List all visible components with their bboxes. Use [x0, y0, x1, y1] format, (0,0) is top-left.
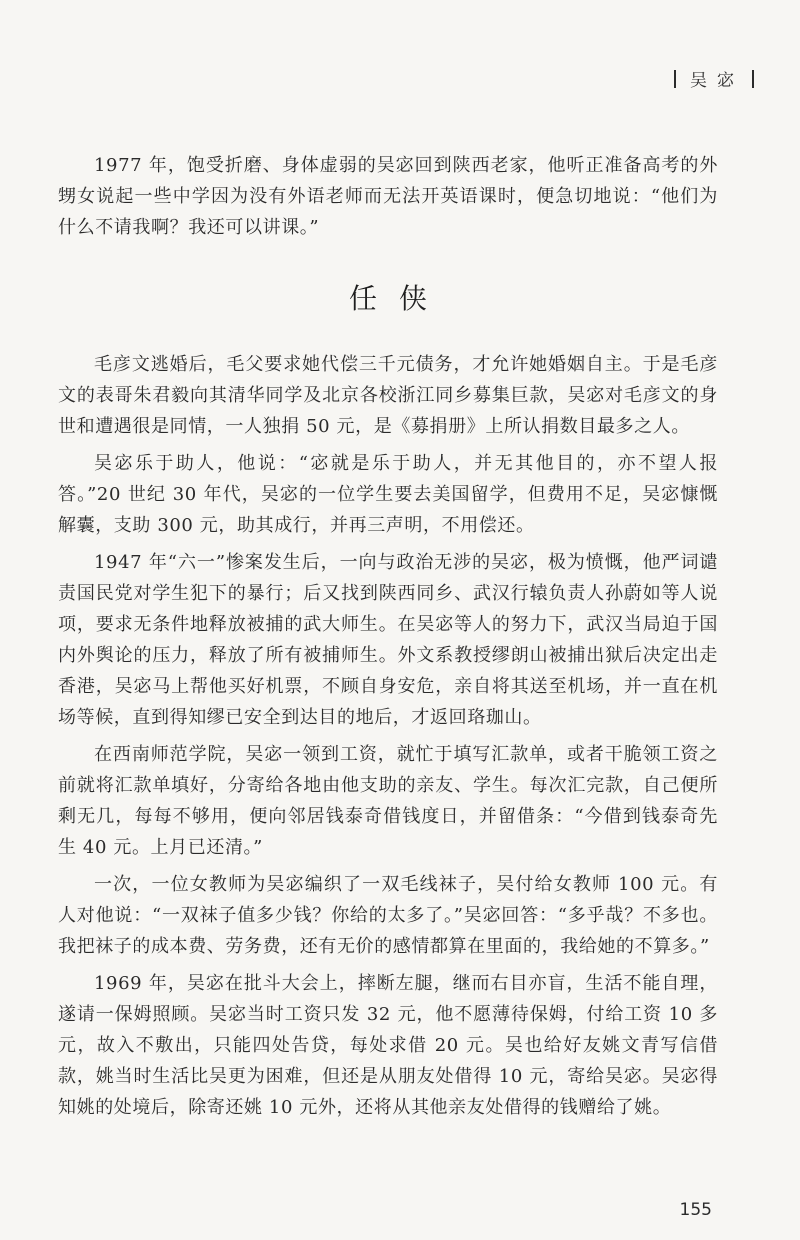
section-paragraph-5: 一次，一位女教师为吴宓编织了一双毛线袜子，吴付给女教师 100 元。有人对他说：“一双袜子值多少钱？你给的太多了。”吴宓回答：“多乎哉？不多也。我把袜子的成本费、劳务费，还有无价的感情都算在里面的，我给她的不算多。”	[58, 874, 718, 957]
page-content	[58, 150, 718, 1129]
page-number: 155	[679, 1200, 712, 1220]
section-paragraph-4: 在西南师范学院，吴宓一领到工资，就忙于填写汇款单，或者干脆领工资之前就将汇款单填好，分寄给各地由他支助的亲友、学生。每次汇完款，自己便所剩无几，每每不够用，便向邻居钱泰奇借钱度日，并留借条：“今借到钱泰奇先生 40 元。上月已还清。”	[58, 744, 718, 858]
section-paragraph-3: 1947 年“六一”惨案发生后，一向与政治无涉的吴宓，极为愤慨，他严词谴责国民党对学生犯下的暴行；后又找到陕西同乡、武汉行辕负责人孙蔚如等人说项，要求无条件地释放被捕的武大师生。在吴宓等人的努力下，武汉当局迫于国内外舆论的压力，释放了所有被捕师生。外文系教授缪朗山被捕出狱后决定出走香港，吴宓马上帮他买好机票，不顾自身安危，亲自将其送至机场，并一直在机场等候，直到得知缪已安全到达目的地后，才返回珞珈山。	[58, 552, 718, 728]
section-paragraph-2: 吴宓乐于助人，他说：“宓就是乐于助人，并无其他目的，亦不望人报答。”20 世纪 30 年代，吴宓的一位学生要去美国留学，但费用不足，吴宓慷慨解囊，支助 300 元，助其成行，并再三声明，不用偿还。	[58, 453, 718, 536]
header-left-bar	[674, 70, 676, 88]
running-header	[674, 66, 754, 91]
header-right-bar	[752, 70, 754, 88]
header-title: 吴宓	[690, 71, 744, 91]
section-paragraph-1: 毛彦文逃婚后，毛父要求她代偿三千元债务，才允许她婚姻自主。于是毛彦文的表哥朱君毅向其清华同学及北京各校浙江同乡募集巨款，吴宓对毛彦文的身世和遭遇很是同情，一人独捐 50 元，是《募捐册》上所认捐数目最多之人。	[58, 354, 718, 437]
section-title: 任侠	[348, 282, 449, 315]
intro-paragraph: 1977 年，饱受折磨、身体虚弱的吴宓回到陕西老家，他听正准备高考的外甥女说起一些中学因为没有外语老师而无法开英语课时，便急切地说：“他们为什么不请我啊？我还可以讲课。”	[58, 155, 718, 238]
section-paragraph-6: 1969 年，吴宓在批斗大会上，摔断左腿，继而右目亦盲，生活不能自理，遂请一保姆照顾。吴宓当时工资只发 32 元，他不愿薄待保姆，付给工资 10 多元，故入不敷出，只能四处告贷，每处求借 20 元。吴也给好友姚文青写信借款，姚当时生活比吴更为困难，但还是从朋友处借得 10 元，寄给吴宓。吴宓得知姚的处境后，除寄还姚 10 元外，还将从其他亲友处借得的钱赠给了姚。	[58, 973, 718, 1118]
